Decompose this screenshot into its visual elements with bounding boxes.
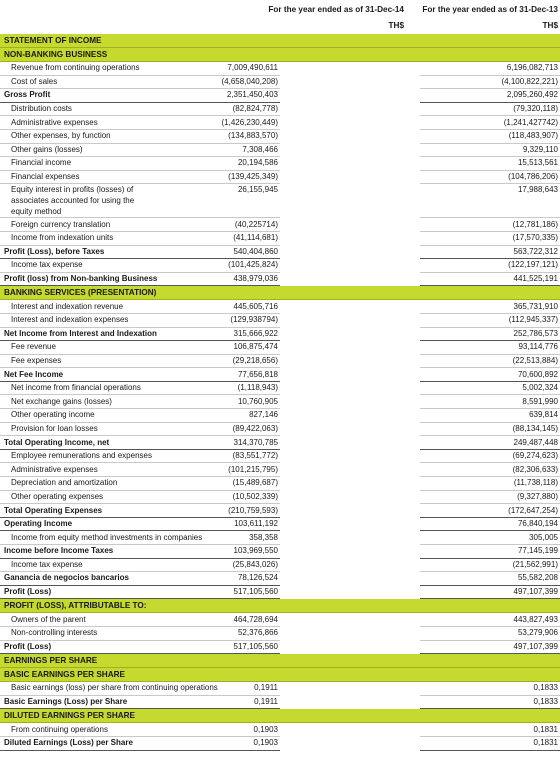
column-gap (280, 170, 420, 184)
line-item-label: Cost of sales (0, 75, 140, 89)
value-2013: 2,095,260,492 (420, 89, 560, 103)
value-2013: (4,100,822,221) (420, 75, 560, 89)
value-2014: 103,969,550 (140, 545, 280, 559)
column-2013-header (412, 2, 558, 34)
line-item-label: Revenue from continuing operations (0, 62, 140, 76)
section-header-row (0, 48, 560, 62)
value-2014: 106,875,474 (140, 341, 280, 355)
value-2013: (112,945,337) (420, 313, 560, 327)
line-item-row (0, 477, 560, 491)
column-2014-unit: TH$ (388, 21, 404, 30)
line-item-label: Financial income (0, 157, 140, 171)
line-item-row (0, 62, 560, 76)
section-header-row (0, 668, 560, 682)
value-2013: 70,600,892 (420, 368, 560, 382)
value-2014: (1,118,943) (140, 381, 280, 395)
value-2014: 358,358 (140, 531, 280, 545)
line-item-label: Income from equity method investments in companies (0, 531, 140, 545)
column-gap (280, 381, 420, 395)
value-2014: 103,611,192 (140, 517, 280, 531)
column-gap (280, 736, 420, 750)
value-2013: (21,562,991) (420, 558, 560, 572)
column-gap (280, 504, 420, 518)
column-2013-title: For the year ended as of 31-Dec-13 (422, 5, 558, 14)
value-2013: 53,279,906 (420, 626, 560, 640)
total-row (0, 695, 560, 709)
value-2013: (11,738,118) (420, 477, 560, 491)
value-2013: 55,582,208 (420, 572, 560, 586)
column-gap (280, 477, 420, 491)
line-item-label: From continuing operations (0, 723, 140, 737)
column-gap (280, 218, 420, 232)
total-row (0, 572, 560, 586)
line-item-label: Profit (Loss) (0, 585, 140, 599)
line-item-label: Fee expenses (0, 354, 140, 368)
value-2013: (1,241,427742) (420, 116, 560, 130)
column-gap (280, 341, 420, 355)
value-2013: 0,1833 (420, 682, 560, 696)
value-2013: 9,329,110 (420, 143, 560, 157)
line-item-label: Income tax expense (0, 558, 140, 572)
value-2014: 438,979,036 (140, 272, 280, 286)
value-2013: (122,197,121) (420, 259, 560, 273)
column-gap (280, 157, 420, 171)
total-row (0, 736, 560, 750)
section-header-row (0, 654, 560, 668)
column-gap (280, 245, 420, 259)
value-2014: 7,308,466 (140, 143, 280, 157)
value-2013: 77,145,199 (420, 545, 560, 559)
value-2014: 517,105,560 (140, 585, 280, 599)
line-item-row (0, 626, 560, 640)
column-gap (280, 259, 420, 273)
value-2013: 0,1833 (420, 695, 560, 709)
column-gap (280, 368, 420, 382)
section-header-row (0, 599, 560, 613)
line-item-label: Net income from financial operations (0, 381, 140, 395)
line-item-row (0, 723, 560, 737)
line-item-label: Profit (loss) from Non-banking Business (0, 272, 140, 286)
value-2013: (69,274,623) (420, 449, 560, 463)
total-row (0, 585, 560, 599)
value-2014: (129,938794) (140, 313, 280, 327)
value-2014: (41,114,681) (140, 231, 280, 245)
value-2014: (40,225714) (140, 218, 280, 232)
value-2014: (210,759,593) (140, 504, 280, 518)
value-2013: (104,786,206) (420, 170, 560, 184)
column-gap (280, 102, 420, 116)
value-2014: 827,146 (140, 409, 280, 423)
column-gap (280, 640, 420, 654)
column-2014-title: For the year ended as of 31-Dec-14 (268, 5, 404, 14)
line-item-row (0, 409, 560, 423)
value-2013: 497,107,399 (420, 640, 560, 654)
line-item-row (0, 102, 560, 116)
column-header (0, 0, 560, 34)
column-gap (280, 395, 420, 409)
column-gap (280, 545, 420, 559)
income-statement-table (0, 34, 560, 751)
line-item-row (0, 558, 560, 572)
column-gap (280, 89, 420, 103)
total-row (0, 436, 560, 450)
value-2014: 0,1911 (140, 695, 280, 709)
line-item-row (0, 129, 560, 143)
value-2014: 0,1903 (140, 723, 280, 737)
value-2014: (89,422,063) (140, 422, 280, 436)
section-header-row (0, 709, 560, 723)
line-item-row (0, 490, 560, 504)
column-gap (280, 272, 420, 286)
line-item-row (0, 75, 560, 89)
column-gap (280, 313, 420, 327)
column-gap (280, 116, 420, 130)
value-2014: 10,760,905 (140, 395, 280, 409)
value-2014: 2,351,450,403 (140, 89, 280, 103)
line-item-label: Provision for loan losses (0, 422, 140, 436)
value-2014: 0,1911 (140, 682, 280, 696)
line-item-label: Net Fee Income (0, 368, 140, 382)
section-title: STATEMENT OF INCOME (0, 34, 560, 48)
value-2014: (1,426,230,449) (140, 116, 280, 130)
value-2014: 517,105,560 (140, 640, 280, 654)
column-gap (280, 354, 420, 368)
line-item-row (0, 354, 560, 368)
line-item-label: Net exchange gains (losses) (0, 395, 140, 409)
value-2013: 441,525,191 (420, 272, 560, 286)
value-2014: 0,1903 (140, 736, 280, 750)
total-row (0, 272, 560, 286)
line-item-label: Income tax expense (0, 259, 140, 273)
line-item-row (0, 184, 560, 218)
value-2014: 20,194,586 (140, 157, 280, 171)
column-gap (280, 695, 420, 709)
total-row (0, 327, 560, 341)
column-gap (280, 682, 420, 696)
line-item-label: Profit (Loss) (0, 640, 140, 654)
column-gap (280, 436, 420, 450)
value-2013: 17,988,643 (420, 184, 560, 218)
line-item-label: Gross Profit (0, 89, 140, 103)
value-2014: (134,883,570) (140, 129, 280, 143)
value-2013: 497,107,399 (420, 585, 560, 599)
value-2013: 76,840,194 (420, 517, 560, 531)
section-title: BASIC EARNINGS PER SHARE (0, 668, 560, 682)
line-item-label: Foreign currency translation (0, 218, 140, 232)
section-header-row (0, 34, 560, 48)
value-2014: 52,376,866 (140, 626, 280, 640)
value-2013: (17,570,335) (420, 231, 560, 245)
value-2013: (22,513,884) (420, 354, 560, 368)
line-item-label: Interest and indexation expenses (0, 313, 140, 327)
total-row (0, 368, 560, 382)
line-item-label: Diluted Earnings (Loss) per Share (0, 736, 140, 750)
column-gap (280, 490, 420, 504)
column-gap (280, 300, 420, 314)
value-2014: (10,502,339) (140, 490, 280, 504)
value-2014: (82,824,778) (140, 102, 280, 116)
line-item-label: Total Operating Expenses (0, 504, 140, 518)
line-item-label: Employee remunerations and expenses (0, 449, 140, 463)
column-gap (280, 558, 420, 572)
column-gap (280, 613, 420, 627)
line-item-row (0, 143, 560, 157)
value-2014: (139,425,349) (140, 170, 280, 184)
total-row (0, 504, 560, 518)
line-item-label: Net Income from Interest and Indexation (0, 327, 140, 341)
column-gap (280, 572, 420, 586)
value-2014: (29,218,656) (140, 354, 280, 368)
line-item-row (0, 395, 560, 409)
line-item-row (0, 463, 560, 477)
line-item-row (0, 381, 560, 395)
line-item-row (0, 157, 560, 171)
value-2013: (12,781,186) (420, 218, 560, 232)
line-item-label: Administrative expenses (0, 463, 140, 477)
line-item-label: Non-controlling interests (0, 626, 140, 640)
line-item-row (0, 682, 560, 696)
line-item-label: Depreciation and amortization (0, 477, 140, 491)
line-item-row (0, 613, 560, 627)
line-item-label: Fee revenue (0, 341, 140, 355)
section-title: DILUTED EARNINGS PER SHARE (0, 709, 560, 723)
line-item-row (0, 341, 560, 355)
value-2013: 6,196,082,713 (420, 62, 560, 76)
line-item-label: Basic Earnings (Loss) per Share (0, 695, 140, 709)
line-item-row (0, 116, 560, 130)
line-item-row (0, 218, 560, 232)
section-title: BANKING SERVICES (PRESENTATION) (0, 286, 560, 300)
value-2014: 78,126,524 (140, 572, 280, 586)
line-item-label: Other operating income (0, 409, 140, 423)
value-2014: (25,843,026) (140, 558, 280, 572)
value-2013: 305,005 (420, 531, 560, 545)
line-item-row (0, 300, 560, 314)
value-2013: 93,114,776 (420, 341, 560, 355)
line-item-label: Owners of the parent (0, 613, 140, 627)
line-item-label: Other expenses, by function (0, 129, 140, 143)
section-title: PROFIT (LOSS), ATTRIBUTABLE TO: (0, 599, 560, 613)
column-gap (280, 626, 420, 640)
value-2013: 0,1831 (420, 723, 560, 737)
value-2014: (101,215,795) (140, 463, 280, 477)
value-2013: 15,513,561 (420, 157, 560, 171)
line-item-label: Equity interest in profits (losses) of associates accounted for using the equity method (0, 184, 140, 218)
value-2013: 8,591,990 (420, 395, 560, 409)
section-title: EARNINGS PER SHARE (0, 654, 560, 668)
section-title: NON-BANKING BUSINESS (0, 48, 560, 62)
column-gap (280, 409, 420, 423)
value-2013: 252,786,573 (420, 327, 560, 341)
total-row (0, 545, 560, 559)
value-2013: (9,327,880) (420, 490, 560, 504)
value-2014: (101,425,824) (140, 259, 280, 273)
line-item-row (0, 531, 560, 545)
value-2013: 249,487,448 (420, 436, 560, 450)
value-2014: 315,666,922 (140, 327, 280, 341)
value-2013: (82,306,633) (420, 463, 560, 477)
line-item-row (0, 422, 560, 436)
value-2013: 365,731,910 (420, 300, 560, 314)
value-2014: 464,728,694 (140, 613, 280, 627)
value-2014: (15,489,687) (140, 477, 280, 491)
line-item-label: Income from indexation units (0, 231, 140, 245)
column-gap (280, 184, 420, 218)
column-gap (280, 75, 420, 89)
value-2014: 540,404,860 (140, 245, 280, 259)
line-item-label: Profit (Loss), before Taxes (0, 245, 140, 259)
line-item-row (0, 170, 560, 184)
value-2014: 26,155,945 (140, 184, 280, 218)
column-gap (280, 585, 420, 599)
line-item-label: Other gains (losses) (0, 143, 140, 157)
line-item-label: Distribution costs (0, 102, 140, 116)
line-item-label: Operating Income (0, 517, 140, 531)
column-gap (280, 231, 420, 245)
line-item-row (0, 313, 560, 327)
column-gap (280, 531, 420, 545)
column-gap (280, 129, 420, 143)
value-2014: 314,370,785 (140, 436, 280, 450)
line-item-label: Income before Income Taxes (0, 545, 140, 559)
total-row (0, 640, 560, 654)
column-gap (280, 463, 420, 477)
value-2014: (83,551,772) (140, 449, 280, 463)
column-gap (280, 449, 420, 463)
line-item-label: Basic earnings (loss) per share from continuing operations (0, 682, 140, 696)
value-2013: 443,827,493 (420, 613, 560, 627)
value-2013: 0,1831 (420, 736, 560, 750)
column-gap (280, 723, 420, 737)
total-row (0, 517, 560, 531)
value-2014: 7,009,490,611 (140, 62, 280, 76)
total-row (0, 245, 560, 259)
column-gap (280, 62, 420, 76)
value-2013: (172,647,254) (420, 504, 560, 518)
value-2014: (4,658,040,208) (140, 75, 280, 89)
column-gap (280, 422, 420, 436)
line-item-label: Financial expenses (0, 170, 140, 184)
income-statement-body (0, 34, 560, 750)
line-item-label: Interest and indexation revenue (0, 300, 140, 314)
value-2014: 77,656,818 (140, 368, 280, 382)
total-row (0, 89, 560, 103)
value-2013: (118,483,907) (420, 129, 560, 143)
line-item-row (0, 449, 560, 463)
column-gap (280, 143, 420, 157)
line-item-label: Ganancia de negocios bancarios (0, 572, 140, 586)
column-2014-header (258, 2, 404, 34)
column-2013-unit: TH$ (542, 21, 558, 30)
line-item-label: Administrative expenses (0, 116, 140, 130)
value-2014: 445,605,716 (140, 300, 280, 314)
line-item-label: Other operating expenses (0, 490, 140, 504)
value-2013: 5,002,324 (420, 381, 560, 395)
line-item-row (0, 231, 560, 245)
section-header-row (0, 286, 560, 300)
value-2013: (79,320,118) (420, 102, 560, 116)
line-item-row (0, 259, 560, 273)
column-gap (280, 327, 420, 341)
value-2013: (88,134,145) (420, 422, 560, 436)
line-item-label: Total Operating Income, net (0, 436, 140, 450)
value-2013: 563,722,312 (420, 245, 560, 259)
column-gap (280, 517, 420, 531)
value-2013: 639,814 (420, 409, 560, 423)
